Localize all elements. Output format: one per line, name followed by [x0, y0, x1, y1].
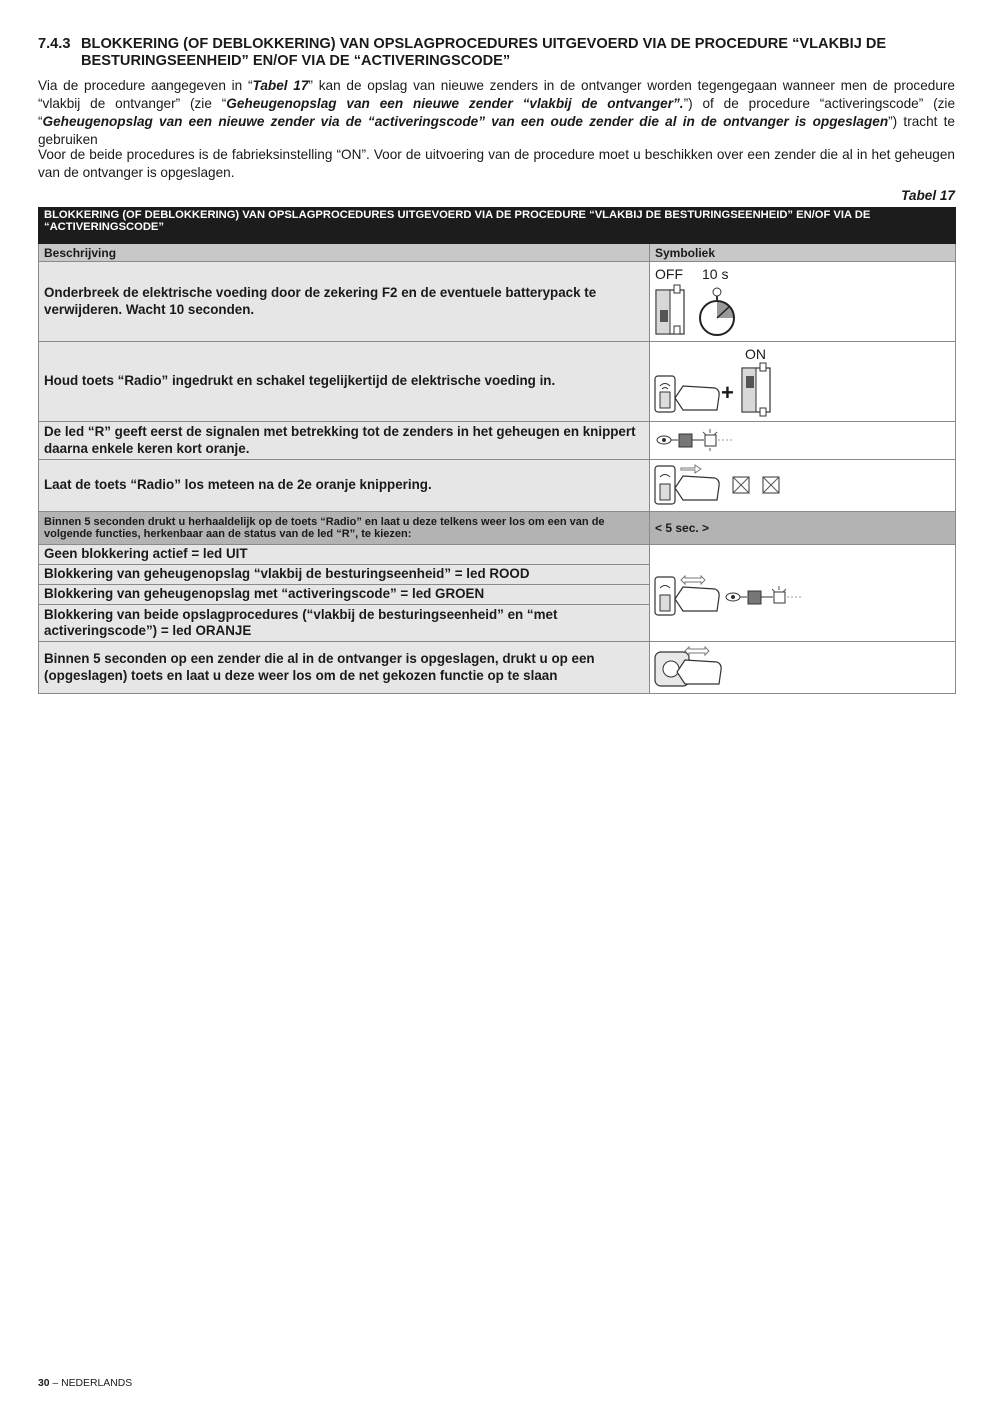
breaker-on-icon [740, 362, 774, 418]
option-description: Blokkering van geheugenopslag met “activeringscode” = led GROEN [39, 585, 650, 605]
step-description: De led “R” geeft eerst de signalen met betrekking tot de zenders in het geheugen en knippert daarna enkele keren kort oranje. [39, 422, 650, 460]
symbol-cell [650, 262, 956, 342]
breaker-off-icon [654, 284, 690, 338]
time-label: 10 s [702, 266, 729, 282]
symbol-cell [650, 642, 956, 694]
column-header-description: Beschrijving [39, 244, 650, 262]
step-description: Houd toets “Radio” ingedrukt en schakel tegelijkertijd de elektrische voeding in. [39, 342, 650, 422]
section-heading [38, 36, 956, 70]
footer-language: – NEDERLANDS [49, 1378, 133, 1389]
plus-sign: + [721, 380, 734, 405]
procedure-table [38, 207, 956, 694]
option-description: Blokkering van geheugenopslag “vlakbij de besturingseenheid” = led ROOD [39, 565, 650, 585]
step-description: Laat de toets “Radio” los meteen na de 2e oranje knippering. [39, 460, 650, 512]
stopwatch-icon [694, 286, 740, 338]
table-row [39, 512, 956, 545]
intro-paragraph-1: Via de procedure aangegeven in “Tabel 17” kan de opslag van nieuwe zenders in de ontvanger worden tegengegaan wanneer men de procedure “vlakbij de ontvanger” (zie “Geheugenopslag van een nieuwe zender “vlakbij de ontvanger”.”) of de procedure “activeringscode” (zie “Geheugenopslag van een nieuwe zender via de “activeringscode” van een oude zender die al in de ontvanger is opgeslagen”) tracht te gebruiken [38, 78, 956, 147]
table-row [39, 262, 956, 342]
table-reference: Tabel 17 [252, 78, 309, 93]
option-description: Blokkering van beide opslagprocedures (“vlakbij de besturingseenheid” en “met activeringscode”) = led ORANJE [39, 605, 650, 642]
symbol-cell [650, 422, 956, 460]
remote-release-icon [653, 464, 803, 508]
column-header-symbols: Symboliek [650, 244, 956, 262]
table-title: BLOKKERING (OF DEBLOKKERING) VAN OPSLAGPROCEDURES UITGEVOERD VIA DE PROCEDURE “VLAKBIJ DE BESTURINGSEENHEID” EN/OF VIA DE “ACTIVERINGSCODE” [39, 208, 956, 244]
table-row [39, 545, 956, 565]
procedure-reference-2: Geheugenopslag van een nieuwe zender via de “activeringscode” van een oude zender die al in de ontvanger is opgeslagen [42, 114, 889, 129]
option-description: Geen blokkering actief = led UIT [39, 545, 650, 565]
remote-hand-press-icon [653, 372, 723, 416]
transmitter-button-press-icon [653, 646, 733, 690]
led-blink-icon [654, 428, 744, 452]
table-caption: Tabel 17 [901, 188, 955, 203]
symbol-cell [650, 342, 956, 422]
intro-paragraph-2: Voor de beide procedures is de fabrieksinstelling “ON”. Voor de uitvoering van de procedure moet u beschikken over een zender die al in het geheugen van de ontvanger is opgeslagen. [38, 147, 955, 180]
table-row [39, 460, 956, 512]
page-footer [38, 1378, 132, 1389]
table-row [39, 342, 956, 422]
off-label: OFF [655, 266, 683, 282]
remote-repeat-led-icon [653, 575, 813, 619]
symbol-cell [650, 460, 956, 512]
symbol-cell [650, 545, 956, 642]
step-description: Onderbreek de elektrische voeding door de zekering F2 en de eventuele batterypack te verwijderen. Wacht 10 seconden. [39, 262, 650, 342]
procedure-reference-1: Geheugenopslag van een nieuwe zender “vlakbij de ontvanger”. [226, 96, 684, 111]
table-row [39, 642, 956, 694]
section-number: 7.4.3 [38, 36, 71, 52]
timing-label: < 5 sec. > [650, 512, 956, 545]
table-row [39, 422, 956, 460]
step-description: Binnen 5 seconden drukt u herhaaldelijk op de toets “Radio” en laat u deze telkens weer los om een van de volgende functies, herkenbaar aan de status van de led “R”, te kiezen: [39, 512, 650, 545]
step-description: Binnen 5 seconden op een zender die al in de ontvanger is opgeslagen, drukt u op een (opgeslagen) toets en laat u deze weer los om de net gekozen functie op te slaan [39, 642, 650, 694]
section-title: BLOKKERING (OF DEBLOKKERING) VAN OPSLAGPROCEDURES UITGEVOERD VIA DE PROCEDURE “VLAKBIJ DE BESTURINGSEENHEID” EN/OF VIA DE “ACTIVERINGSCODE” [81, 36, 887, 69]
page-number: 30 [38, 1378, 50, 1389]
on-label: ON [745, 346, 766, 362]
